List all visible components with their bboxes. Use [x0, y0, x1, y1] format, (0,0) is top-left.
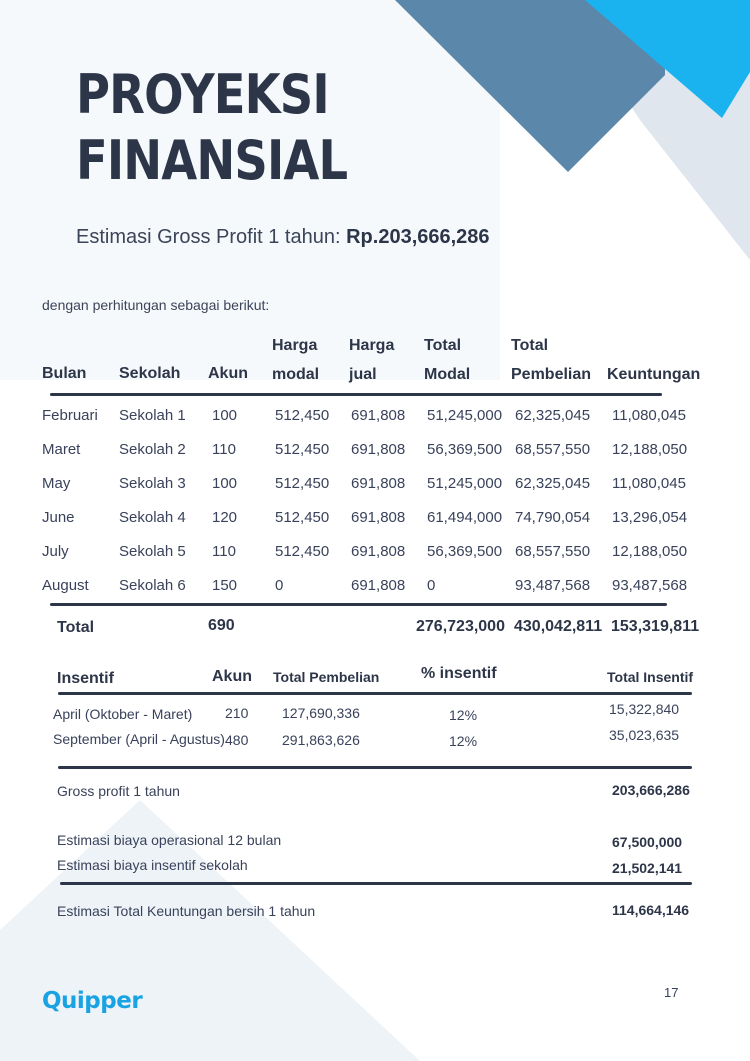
table-row-0-total-modal: 51,245,000 [427, 407, 503, 424]
header-total-modal [424, 331, 470, 389]
table-row-3-sekolah: Sekolah 4 [119, 509, 186, 526]
insentif-row-0-akun: 210 [225, 705, 249, 721]
table-row-0-keuntungan: 11,080,045 [612, 407, 686, 424]
table-row-5-harga-jual: 691,808 [351, 577, 406, 594]
header-harga-jual-line1: Harga [349, 337, 395, 354]
table-row-2-total-pembelian: 62,325,045 [515, 475, 591, 492]
sales-total-rule [50, 603, 667, 606]
gross-profit-label: Gross profit 1 tahun [57, 783, 180, 799]
table-row-2-akun: 100 [212, 475, 238, 492]
table-row-2-keuntungan: 11,080,045 [612, 475, 686, 492]
header-harga-modal-line1: Harga [272, 337, 318, 354]
table-row-3-harga-jual: 691,808 [351, 509, 406, 526]
operasional-value: 67,500,000 [612, 834, 683, 850]
gross-rule [58, 766, 692, 769]
gross-profit-value: 203,666,286 [612, 782, 690, 798]
header-insentif-total-pembelian: Total Pembelian [273, 669, 380, 685]
subtitle-value: Rp.203,666,286 [346, 226, 490, 248]
header-total-insentif: Total Insentif [607, 669, 694, 685]
table-row-3-bulan: June [42, 509, 75, 526]
table-row-1-sekolah: Sekolah 2 [119, 441, 186, 458]
header-bulan: Bulan [42, 365, 87, 382]
total-keuntungan: 153,319,811 [611, 618, 700, 635]
table-row-5-akun: 150 [212, 577, 238, 594]
subtitle-label: Estimasi Gross Profit 1 tahun: [76, 226, 347, 248]
table-row-1-keuntungan: 12,188,050 [612, 441, 688, 458]
sales-header-rule [50, 393, 662, 396]
insentif-header-rule [58, 692, 692, 695]
table-row-0-bulan: Februari [42, 407, 98, 424]
table-row-0-harga-modal: 512,450 [275, 407, 330, 424]
insentif-row-0-total-pembelian: 127,690,336 [282, 705, 360, 721]
table-row-3-total-modal: 61,494,000 [427, 509, 503, 526]
intro-text: dengan perhitungan sebagai berikut: [42, 297, 270, 313]
net-profit-value: 114,664,146 [612, 902, 690, 918]
header-insentif-akun: Akun [212, 668, 252, 685]
table-row-4-keuntungan: 12,188,050 [612, 543, 688, 560]
quipper-logo: Quipper [42, 988, 143, 1014]
table-row-1-total-pembelian: 68,557,550 [515, 441, 591, 458]
header-total-modal-line2: Modal [424, 366, 471, 383]
table-row-3-total-pembelian: 74,790,054 [515, 509, 591, 526]
table-row-3-harga-modal: 512,450 [275, 509, 330, 526]
total-pembelian: 430,042,811 [514, 618, 603, 635]
subtitle [76, 226, 490, 249]
page-title [76, 62, 347, 194]
table-row-5-harga-modal: 0 [275, 577, 284, 594]
table-row-0-sekolah: Sekolah 1 [119, 407, 186, 424]
insentif-row-1-akun: 480 [225, 732, 249, 748]
table-row-4-akun: 110 [212, 543, 236, 560]
operasional-label: Estimasi biaya operasional 12 bulan [57, 832, 282, 848]
header-harga-modal-line2: modal [272, 366, 320, 383]
table-row-5-total-modal: 0 [427, 577, 436, 594]
insentif-row-0-total-insentif: 15,322,840 [609, 701, 680, 717]
header-total-pembelian [511, 331, 591, 389]
table-row-1-akun: 110 [212, 441, 236, 458]
table-row-2-bulan: May [42, 475, 71, 492]
header-total-pembelian-line1: Total [511, 337, 549, 354]
total-akun: 690 [208, 617, 235, 634]
table-row-2-sekolah: Sekolah 3 [119, 475, 186, 492]
table-row-4-sekolah: Sekolah 5 [119, 543, 186, 560]
table-row-1-harga-jual: 691,808 [351, 441, 406, 458]
net-rule [60, 882, 692, 885]
header-insentif-persen: % insentif [421, 665, 497, 682]
title-line-2: FINANSIAL [76, 129, 348, 192]
table-row-4-harga-modal: 512,450 [275, 543, 330, 560]
total-label: Total [57, 619, 95, 636]
table-row-2-harga-jual: 691,808 [351, 475, 406, 492]
table-row-0-harga-jual: 691,808 [351, 407, 406, 424]
table-row-3-keuntungan: 13,296,054 [612, 509, 688, 526]
insentif-row-0-periode: April (Oktober - Maret) [53, 706, 193, 722]
table-row-5-bulan: August [42, 577, 89, 594]
table-row-2-total-modal: 51,245,000 [427, 475, 503, 492]
table-row-4-harga-jual: 691,808 [351, 543, 406, 560]
title-line-1: PROYEKSI [76, 63, 329, 126]
table-row-2-harga-modal: 512,450 [275, 475, 330, 492]
header-akun: Akun [208, 365, 248, 382]
header-total-pembelian-line2: Pembelian [511, 366, 592, 383]
header-harga-jual [349, 331, 394, 389]
header-sekolah: Sekolah [119, 365, 181, 382]
net-profit-label: Estimasi Total Keuntungan bersih 1 tahun [57, 903, 316, 919]
table-row-5-total-pembelian: 93,487,568 [515, 577, 591, 594]
insentif-row-1-persen: 12% [449, 733, 478, 749]
insentif-cost-label: Estimasi biaya insentif sekolah [57, 857, 248, 873]
table-row-3-akun: 120 [212, 509, 238, 526]
table-row-1-bulan: Maret [42, 441, 81, 458]
table-row-5-sekolah: Sekolah 6 [119, 577, 186, 594]
table-row-5-keuntungan: 93,487,568 [612, 577, 688, 594]
insentif-cost-value: 21,502,141 [612, 860, 683, 876]
page-number: 17 [664, 985, 679, 1000]
total-modal: 276,723,000 [416, 618, 505, 635]
table-row-0-akun: 100 [212, 407, 238, 424]
table-row-4-total-pembelian: 68,557,550 [515, 543, 591, 560]
insentif-row-1-periode: September (April - Agustus) [53, 731, 225, 747]
insentif-row-1-total-pembelian: 291,863,626 [282, 732, 360, 748]
table-row-0-total-pembelian: 62,325,045 [515, 407, 591, 424]
table-row-1-harga-modal: 512,450 [275, 441, 330, 458]
table-row-4-total-modal: 56,369,500 [427, 543, 503, 560]
header-insentif: Insentif [57, 670, 114, 687]
header-total-modal-line1: Total [424, 337, 462, 354]
insentif-row-0-persen: 12% [449, 707, 478, 723]
header-keuntungan: Keuntungan [607, 366, 701, 383]
table-row-4-bulan: July [42, 543, 69, 560]
table-row-1-total-modal: 56,369,500 [427, 441, 503, 458]
header-harga-jual-line2: jual [349, 366, 377, 383]
insentif-row-1-total-insentif: 35,023,635 [609, 727, 680, 743]
header-harga-modal [272, 331, 319, 389]
